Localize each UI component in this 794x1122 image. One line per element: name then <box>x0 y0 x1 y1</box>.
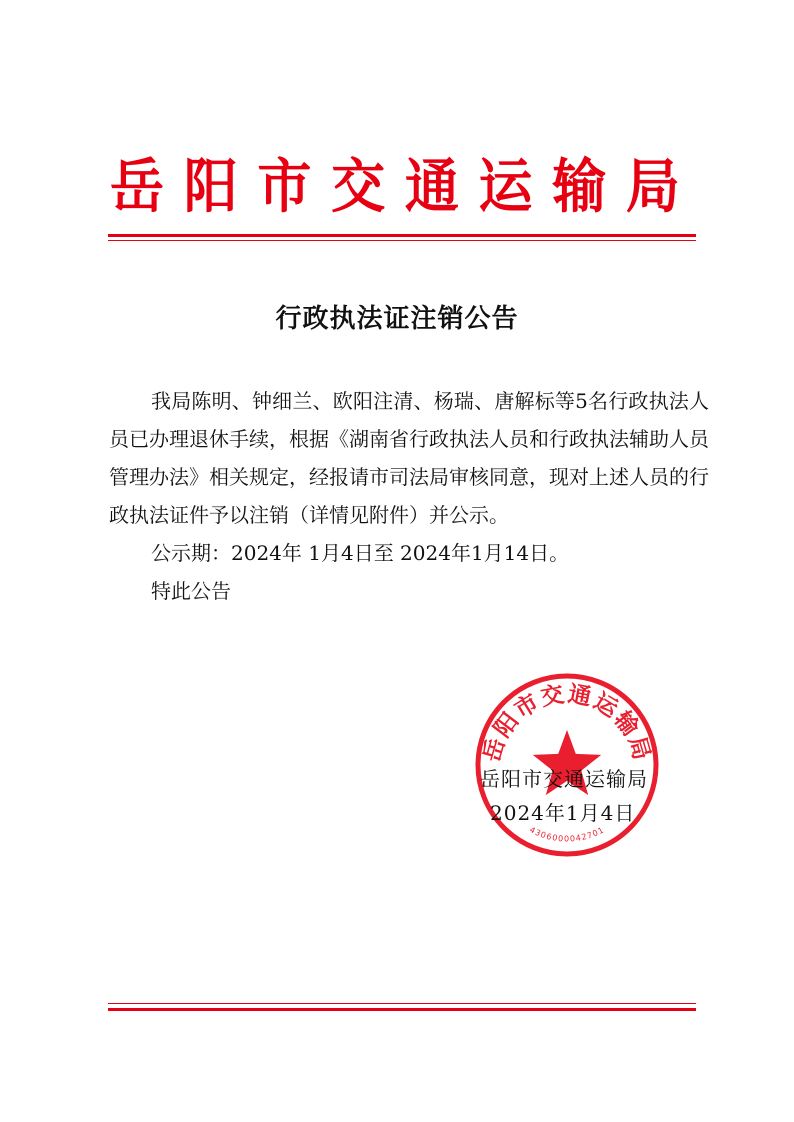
notice-title: 行政执法证注销公告 <box>275 304 519 334</box>
footer-divider-thin <box>108 1003 696 1004</box>
masthead-title <box>110 150 680 224</box>
seal-code: 4306000042701 <box>528 825 606 844</box>
masthead-char: 通 <box>404 152 459 221</box>
masthead-char: 输 <box>552 152 607 221</box>
masthead-char: 局 <box>625 152 680 221</box>
masthead-char: 岳 <box>110 152 164 221</box>
signature-date: 2024年1月4日 <box>490 801 636 825</box>
masthead-char: 运 <box>478 152 533 221</box>
masthead-char: 市 <box>257 152 312 221</box>
signature-org: 岳阳市交通运输局 <box>480 767 648 791</box>
notice-body <box>109 382 709 610</box>
notice-period: 公示期：2024年 1月4日至 2024年1月14日。 <box>151 541 570 565</box>
header-divider-thick <box>108 234 696 237</box>
footer-divider-thick <box>108 1008 696 1011</box>
masthead-char: 阳 <box>183 152 238 221</box>
header-divider-thin <box>108 240 696 241</box>
notice-closing: 特此公告 <box>151 579 231 603</box>
masthead-char: 交 <box>331 152 386 221</box>
notice-paragraph: 我局陈明、钟细兰、欧阳注清、杨瑞、唐解标等5名行政执法人员已办理退休手续，根据《湖南省行政执法人员和行政执法辅助人员管理办法》相关规定，经报请市司法局审核同意，现对上述人员的行政执法证件予以注销（详情见附件）并公示。 <box>109 389 709 527</box>
seal-text: 岳阳市交通运输局 <box>478 681 656 765</box>
